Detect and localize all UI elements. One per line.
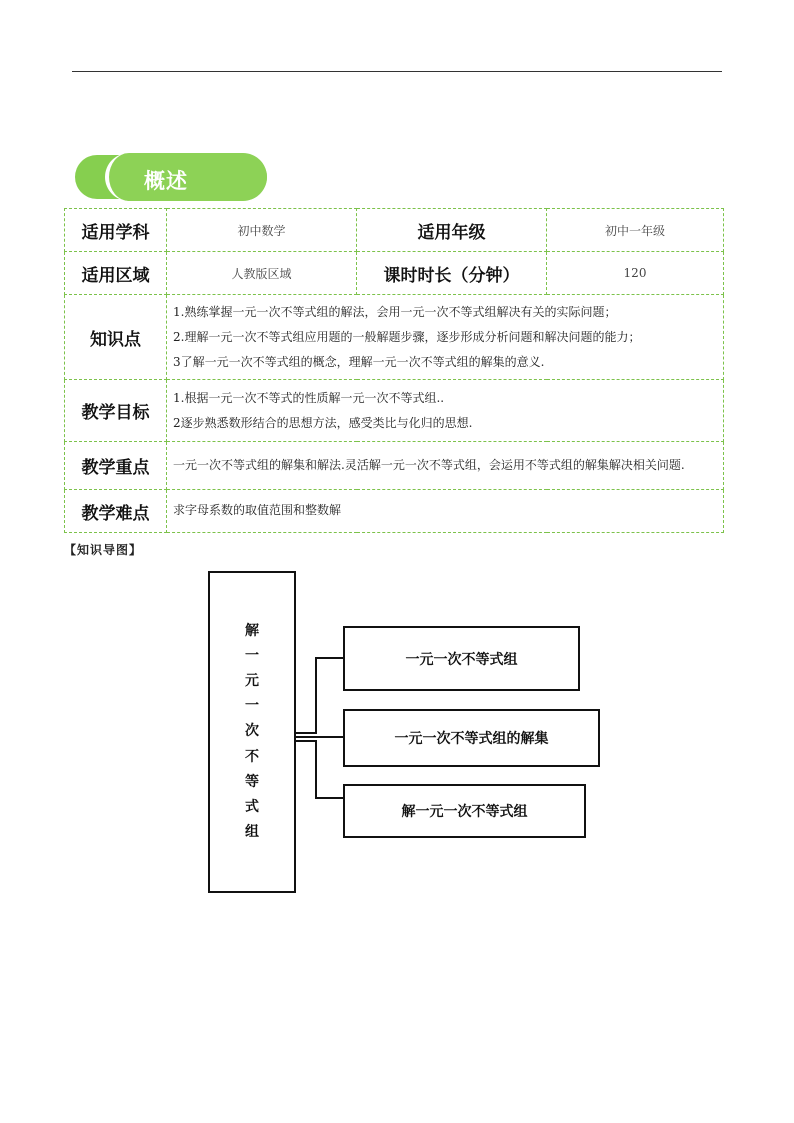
region-label: 适用区域 xyxy=(65,252,167,295)
mindmap-branch-1: 一元一次不等式组 xyxy=(343,626,580,691)
grade-label: 适用年级 xyxy=(357,209,547,252)
region-value: 人教版区域 xyxy=(167,252,357,295)
mindmap-branch-3: 解一元一次不等式组 xyxy=(343,784,586,838)
key-text: 一元一次不等式组的解集和解法.灵活解一元一次不等式组，会运用不等式组的解集解决相关问题. xyxy=(167,442,724,490)
root-char: 式 xyxy=(245,798,259,815)
root-char: 不 xyxy=(245,748,259,765)
row-subject-grade xyxy=(65,209,724,252)
row-knowledge xyxy=(65,295,724,380)
root-char: 次 xyxy=(245,723,259,740)
knowledge-item: 1.熟练掌握一元一次不等式组的解法，会用一元一次不等式组解决有关的实际问题； xyxy=(173,304,617,319)
difficulty-text: 求字母系数的取值范围和整数解 xyxy=(167,490,724,533)
knowledge-item: 2.理解一元一次不等式组应用题的一般解题步骤，逐步形成分析问题和解决问题的能力； xyxy=(173,329,641,344)
row-difficulty xyxy=(65,490,724,533)
goals-content xyxy=(167,380,724,442)
root-char: 组 xyxy=(245,824,259,841)
row-goals xyxy=(65,380,724,442)
root-char: 等 xyxy=(245,773,259,790)
goals-label: 教学目标 xyxy=(65,380,167,442)
mindmap-section-label: 【知识导图】 xyxy=(64,543,143,557)
row-region-duration xyxy=(65,252,724,295)
mindmap-root xyxy=(208,571,296,893)
duration-value: 120 xyxy=(547,252,724,295)
overview-title: 概述 xyxy=(144,169,188,193)
knowledge-label: 知识点 xyxy=(65,295,167,380)
mindmap-branch-2: 一元一次不等式组的解集 xyxy=(343,709,600,767)
knowledge-content xyxy=(167,295,724,380)
root-char: 一 xyxy=(245,647,259,664)
difficulty-label: 教学难点 xyxy=(65,490,167,533)
knowledge-item: 3了解一元一次不等式组的概念，理解一元一次不等式组的解集的意义. xyxy=(173,355,545,370)
row-key-points xyxy=(65,442,724,490)
root-char: 解 xyxy=(245,622,259,639)
root-char: 元 xyxy=(245,673,259,690)
key-label: 教学重点 xyxy=(65,442,167,490)
goals-item: 2逐步熟悉数形结合的思想方法，感受类比与化归的思想. xyxy=(173,416,473,430)
subject-value: 初中数学 xyxy=(167,209,357,252)
course-info-table xyxy=(64,208,724,533)
duration-label: 课时时长（分钟） xyxy=(357,252,547,295)
header-rule xyxy=(72,71,722,72)
root-char: 一 xyxy=(245,698,259,715)
grade-value: 初中一年级 xyxy=(547,209,724,252)
goals-item: 1.根据一元一次不等式的性质解一元一次不等式组.. xyxy=(173,390,445,405)
subject-label: 适用学科 xyxy=(65,209,167,252)
